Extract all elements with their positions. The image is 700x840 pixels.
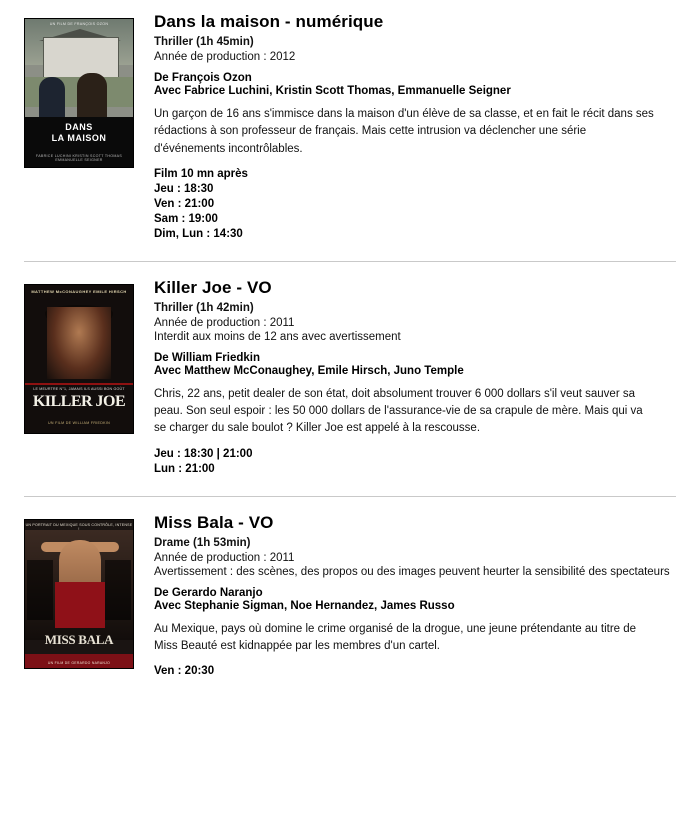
film-info <box>134 278 700 478</box>
film-info <box>134 12 700 243</box>
film-synopsis: Chris, 22 ans, petit dealer de son état, doit absolument trouver 6 000 dollars s'il veut sauver sa peau. Son seul espoir : les 50 000 dollars de l'assurance-vie de sa crapule de mère. Mais qui va se charger du sale boulot ? Killer Joe est appelé à la rescousse. <box>154 387 643 435</box>
poster-figure-left <box>39 77 65 121</box>
poster-title-line1: DANS <box>65 122 93 133</box>
film-showtime[interactable]: Ven : 20:30 <box>154 665 215 677</box>
film-note: Film 10 mn après <box>154 167 248 180</box>
film-year: Année de production : 2011 <box>154 316 295 329</box>
film-entry <box>0 513 700 681</box>
film-entry <box>0 12 700 243</box>
poster-side-panel-left <box>27 560 53 620</box>
poster-credits: UN FILM DE WILLIAM FRIEDKIN <box>47 420 110 425</box>
film-showtime[interactable]: Ven : 21:00 <box>154 197 215 210</box>
poster-credits: UN FILM DE GERARDO NARANJO <box>47 660 111 665</box>
film-showtime[interactable]: Sam : 19:00 <box>154 212 218 225</box>
film-showtime[interactable]: Lun : 21:00 <box>154 462 215 475</box>
poster-house <box>43 37 119 79</box>
film-cast: Avec Fabrice Luchini, Kristin Scott Thomas, Emmanuelle Seigner <box>154 85 511 97</box>
film-title[interactable]: Dans la maison - numérique <box>154 12 384 31</box>
film-warning: Avertissement : des scènes, des propos ou des images peuvent heurter la sensibilité des spectateurs <box>154 565 670 578</box>
film-warning: Interdit aux moins de 12 ans avec avertissement <box>154 330 401 343</box>
poster-title: KILLER JOE <box>32 392 126 410</box>
film-poster[interactable] <box>24 18 134 168</box>
film-title[interactable]: Killer Joe - VO <box>154 277 272 297</box>
section-divider <box>24 261 676 262</box>
film-year: Année de production : 2011 <box>154 551 295 564</box>
poster-dress <box>55 582 105 628</box>
film-info <box>134 513 700 681</box>
film-genre: Thriller (1h 45min) <box>154 36 254 48</box>
film-title[interactable]: Miss Bala - VO <box>154 512 274 532</box>
poster-title-line2: LA MAISON <box>51 132 107 143</box>
film-showtime[interactable]: Jeu : 18:30 | 21:00 <box>154 447 253 460</box>
film-director: De Gerardo Naranjo <box>154 586 263 599</box>
poster-credits: FABRICE LUCHINI KRISTIN SCOTT THOMAS EMMANUELLE SEIGNER <box>35 154 123 162</box>
poster-top-text: UN FILM DE FRANÇOIS OZON <box>49 22 109 26</box>
poster-title <box>25 122 133 143</box>
film-showtime[interactable]: Dim, Lun : 14:30 <box>154 227 243 240</box>
film-synopsis: Un garçon de 16 ans s'immisce dans la maison d'un élève de sa classe, et en fait le récit dans ses rédactions à son professeur de français. Mais cette intrusion va déclencher une série d'événements incontrôlables. <box>154 108 654 155</box>
film-director: De William Friedkin <box>154 351 260 364</box>
film-year: Année de production : 2012 <box>154 51 296 63</box>
poster-figure-right <box>77 73 107 121</box>
section-divider <box>24 496 676 497</box>
film-synopsis: Au Mexique, pays où domine le crime organisé de la drogue, une jeune prétendante au titre de Miss Beauté est kidnappée par les membres d'un cartel. <box>154 622 637 652</box>
poster-red-line <box>25 383 133 385</box>
film-genre: Drame (1h 53min) <box>154 536 251 549</box>
poster-title: MISS BALA <box>44 631 114 647</box>
poster-portrait <box>47 307 111 379</box>
film-genre: Thriller (1h 42min) <box>154 301 254 314</box>
film-entry <box>0 278 700 478</box>
poster-tagline: LE MEURTRE N°1, JAMAIS ILS AUSSI BON GOÛT <box>33 386 125 391</box>
film-cast: Avec Matthew McConaughey, Emile Hirsch, Juno Temple <box>154 364 464 377</box>
poster-side-panel-right <box>105 560 131 620</box>
poster-top-text: MATTHEW McCONAUGHEY EMILE HIRSCH <box>31 288 127 294</box>
film-poster[interactable] <box>24 284 134 434</box>
poster-top-text: UN PORTRAIT DU MEXIQUE SOUS CONTRÔLE, INTENSE ! <box>25 522 133 531</box>
film-poster[interactable] <box>24 519 134 669</box>
film-showtime[interactable]: Jeu : 18:30 <box>154 182 214 195</box>
film-cast: Avec Stephanie Sigman, Noe Hernandez, James Russo <box>154 599 455 612</box>
film-director: De François Ozon <box>154 72 252 84</box>
